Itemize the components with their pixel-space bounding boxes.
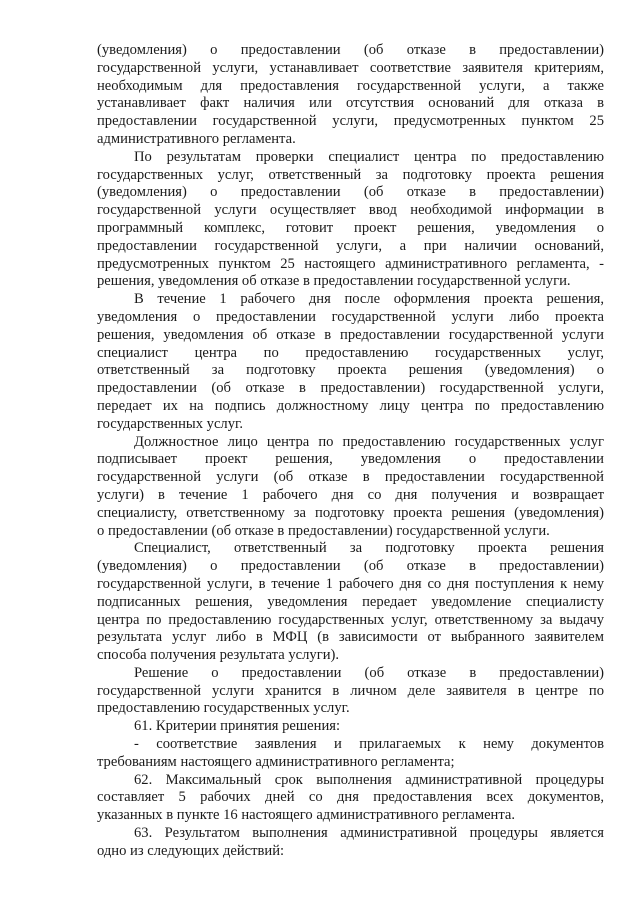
paragraph — [97, 665, 604, 718]
text-line: подписанных решения, уведомления передает уведомление специалисту — [97, 593, 604, 610]
text-line: одно из следующих действий: — [97, 842, 285, 859]
text-line: программный комплекс, готовит проект решения, уведомления о — [97, 219, 604, 236]
text-line: (уведомления) о предоставлении (об отказе в предоставлении) — [97, 558, 604, 575]
text-line: передает их на подпись должностному лицу центра по предоставлению — [97, 397, 604, 414]
text-line: специалисту, ответственному за подготовку проекта решения (уведомления) — [97, 504, 604, 521]
text-line: Должностное лицо центра по предоставлению государственных услуг — [134, 433, 604, 450]
text-line: государственной услуги, в течение 1 рабочего дня со дня поступления к нему — [97, 575, 604, 592]
text-line: - соответствие заявления и прилагаемых к нему документов — [134, 736, 604, 753]
text-line: подписывает проект решения, уведомления о предоставлении — [97, 451, 604, 468]
text-line: необходимым для предоставления государственной услуги, а также — [97, 77, 604, 94]
text-line: результата услуг либо в МФЦ (в зависимости от выбранного заявителем — [97, 629, 604, 646]
paragraph — [97, 540, 604, 665]
text-line: В течение 1 рабочего дня после оформления проекта решения, — [134, 291, 604, 308]
text-line: государственной услуги хранится в личном деле заявителя в центре по — [97, 682, 604, 699]
text-line: способа получения результата услуги). — [97, 647, 340, 664]
text-line: уведомления о предоставлении государственной услуги либо проекта — [97, 308, 604, 325]
paragraph — [97, 291, 604, 433]
text-line: государственной услуги (об отказе в предоставлении государственной — [97, 469, 604, 486]
text-line: По результатам проверки специалист центра по предоставлению — [134, 148, 604, 165]
text-line: центра по предоставлению государственных услуг, ответственному за выдачу — [97, 611, 604, 628]
text-line: Решение о предоставлении (об отказе в предоставлении) — [134, 664, 604, 681]
text-line: (уведомления) о предоставлении (об отказе в предоставлении) — [97, 184, 604, 201]
text-line: предоставлении государственной услуги, а при наличии оснований, — [97, 237, 604, 254]
text-line: государственных услуг. — [97, 415, 243, 432]
text-line: требованиям настоящего административного регламента; — [97, 753, 455, 770]
text-line: (уведомления) о предоставлении (об отказе в предоставлении) — [97, 42, 604, 58]
paragraph — [97, 42, 604, 149]
text-line: указанных в пункте 16 настоящего административного регламента. — [97, 807, 516, 824]
text-line: решения, уведомления об отказе в предоставлении государственной услуги. — [97, 273, 571, 290]
paragraph — [97, 772, 604, 825]
text-line: 62. Максимальный срок выполнения административной процедуры — [134, 771, 604, 788]
text-line: ответственный за подготовку проекта решения (уведомления) о — [97, 362, 604, 379]
text-line: решения, уведомления об отказе в предоставлении государственной услуги — [97, 326, 604, 343]
text-line: специалист центра по предоставлению государственных услуг, — [97, 344, 604, 361]
text-line: административного регламента. — [97, 130, 296, 147]
paragraph — [97, 825, 604, 861]
paragraph — [97, 434, 604, 541]
text-line: устанавливает факт наличия или отсутствия оснований для отказа в — [97, 95, 604, 112]
document-body — [97, 42, 604, 861]
paragraph — [97, 736, 604, 772]
paragraph — [97, 149, 604, 291]
text-line: составляет 5 рабочих дней со дня предоставления всех документов, — [97, 789, 604, 806]
text-line: предусмотренных пунктом 25 настоящего административного регламента, - — [97, 255, 604, 272]
text-line: предоставлении (об отказе в предоставлении) государственной услуги, — [97, 380, 604, 397]
text-line: 61. Критерии принятия решения: — [134, 718, 341, 735]
text-line: услуги) в течение 1 рабочего дня со дня получения и возвращает — [97, 486, 604, 503]
text-line: государственных услуг, ответственный за подготовку проекта решения — [97, 166, 604, 183]
text-line: о предоставлении (об отказе в предоставлении) государственной услуги. — [97, 522, 550, 539]
text-line: предоставлению государственных услуг. — [97, 700, 350, 717]
text-line: Специалист, ответственный за подготовку проекта решения — [134, 540, 604, 557]
text-line: 63. Результатом выполнения административной процедуры является — [134, 825, 604, 842]
paragraph — [97, 718, 604, 736]
text-line: государственной услуги, устанавливает соответствие заявителя критериям, — [97, 59, 604, 76]
text-line: государственной услуги осуществляет ввод необходимой информации в — [97, 202, 604, 219]
text-line: предоставлении государственной услуги, предусмотренных пунктом 25 — [97, 113, 604, 130]
